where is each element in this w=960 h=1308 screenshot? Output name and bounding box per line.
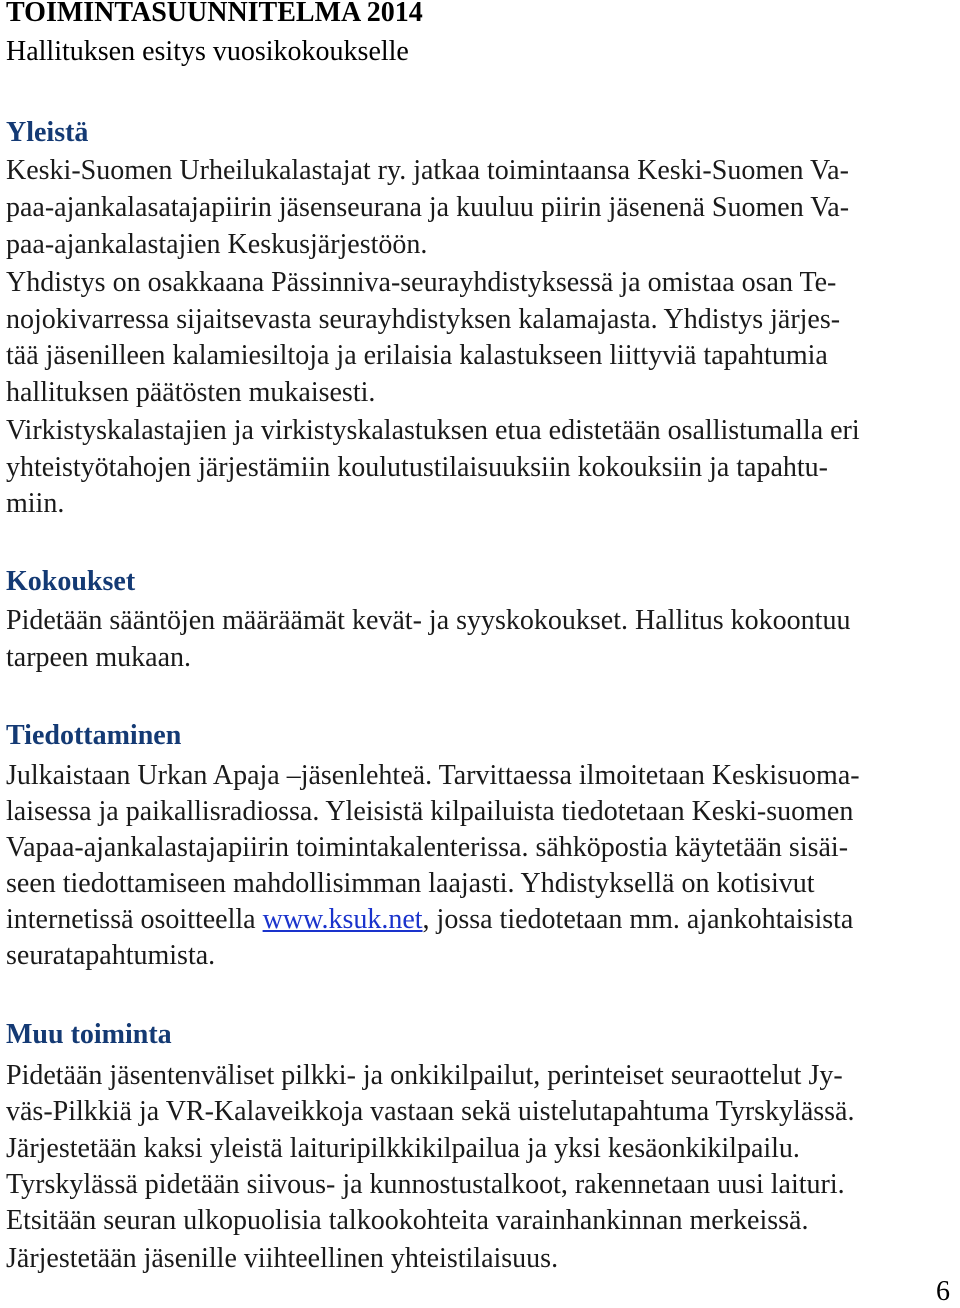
document-title: TOIMINTASUUNNITELMA 2014 [6,0,423,28]
muu-toiminta-line: Tyrskylässä pidetään siivous- ja kunnostustalkoot, rakennetaan uusi laituri. [6,1169,845,1200]
yleista-line: miin. [6,488,65,519]
yleista-line: tää jäsenilleen kalamiesiltoja ja erilaisia kalastukseen liittyviä tapahtumia [6,340,828,371]
document-subtitle: Hallituksen esitys vuosikokoukselle [6,36,409,67]
yleista-line: paa-ajankalastajien Keskusjärjestöön. [6,229,428,260]
muu-toiminta-line: Pidetään jäsentenväliset pilkki- ja onkikilpailut, perinteiset seuraottelut Jy- [6,1060,843,1091]
muu-toiminta-line: väs-Pilkkiä ja VR-Kalaveikkoja vastaan sekä uistelutapahtuma Tyrskylässä. [6,1096,855,1127]
section-heading-tiedottaminen: Tiedottaminen [6,720,182,751]
yleista-line: Yhdistys on osakkaana Pässinniva-seurayhdistyksessä ja omistaa osan Te- [6,267,837,298]
tiedottaminen-line: Julkaistaan Urkan Apaja –jäsenlehteä. Tarvittaessa ilmoitetaan Keskisuoma- [6,760,860,791]
yleista-line: Keski-Suomen Urheilukalastajat ry. jatkaa toimintaansa Keski-Suomen Va- [6,155,849,186]
muu-toiminta-line: Järjestetään kaksi yleistä laituripilkkikilpailua ja yksi kesäonkikilpailu. [6,1133,800,1164]
yleista-line: paa-ajankalasatajapiirin jäsenseurana ja kuuluu piirin jäsenenä Suomen Va- [6,192,850,223]
yleista-line: hallituksen päätösten mukaisesti. [6,377,376,408]
muu-toiminta-line: Etsitään seuran ulkopuolisia talkookohteita varainhankinnan merkeissä. [6,1205,809,1236]
yleista-line: nojokivarressa sijaitsevasta seurayhdistyksen kalamajasta. Yhdistys järjes- [6,304,841,335]
tiedottaminen-line: Vapaa-ajankalastajapiirin toimintakalenterissa. sähköpostia käytetään sisäi- [6,832,849,863]
section-heading-kokoukset: Kokoukset [6,566,136,597]
kokoukset-line: Pidetään sääntöjen määräämät kevät- ja syyskokoukset. Hallitus kokoontuu [6,605,851,636]
page-number: 6 [936,1276,950,1307]
yleista-line: Virkistyskalastajien ja virkistyskalastuksen etua edistetään osallistumalla eri [6,415,860,446]
tiedottaminen-link-line [6,904,853,936]
tiedottaminen-line: seuratapahtumista. [6,940,216,971]
link-line-suffix: , jossa tiedotetaan mm. ajankohtaisista [422,904,854,935]
section-heading-yleista: Yleistä [6,117,89,148]
website-link[interactable]: www.ksuk.net [262,904,423,935]
yleista-line: yhteistyötahojen järjestämiin koulutustilaisuuksiin kokouksiin ja tapahtu- [6,452,829,483]
link-line-prefix: internetissä osoitteella [6,904,263,935]
tiedottaminen-line: seen tiedottamiseen mahdollisimman laajasti. Yhdistyksellä on kotisivut [6,868,815,899]
section-heading-muu-toiminta: Muu toiminta [6,1019,172,1050]
muu-toiminta-line: Järjestetään jäsenille viihteellinen yhteistilaisuus. [6,1243,559,1274]
kokoukset-line: tarpeen mukaan. [6,642,192,673]
tiedottaminen-line: laisessa ja paikallisradiossa. Yleisistä kilpailuista tiedotetaan Keski-suomen [6,796,854,827]
